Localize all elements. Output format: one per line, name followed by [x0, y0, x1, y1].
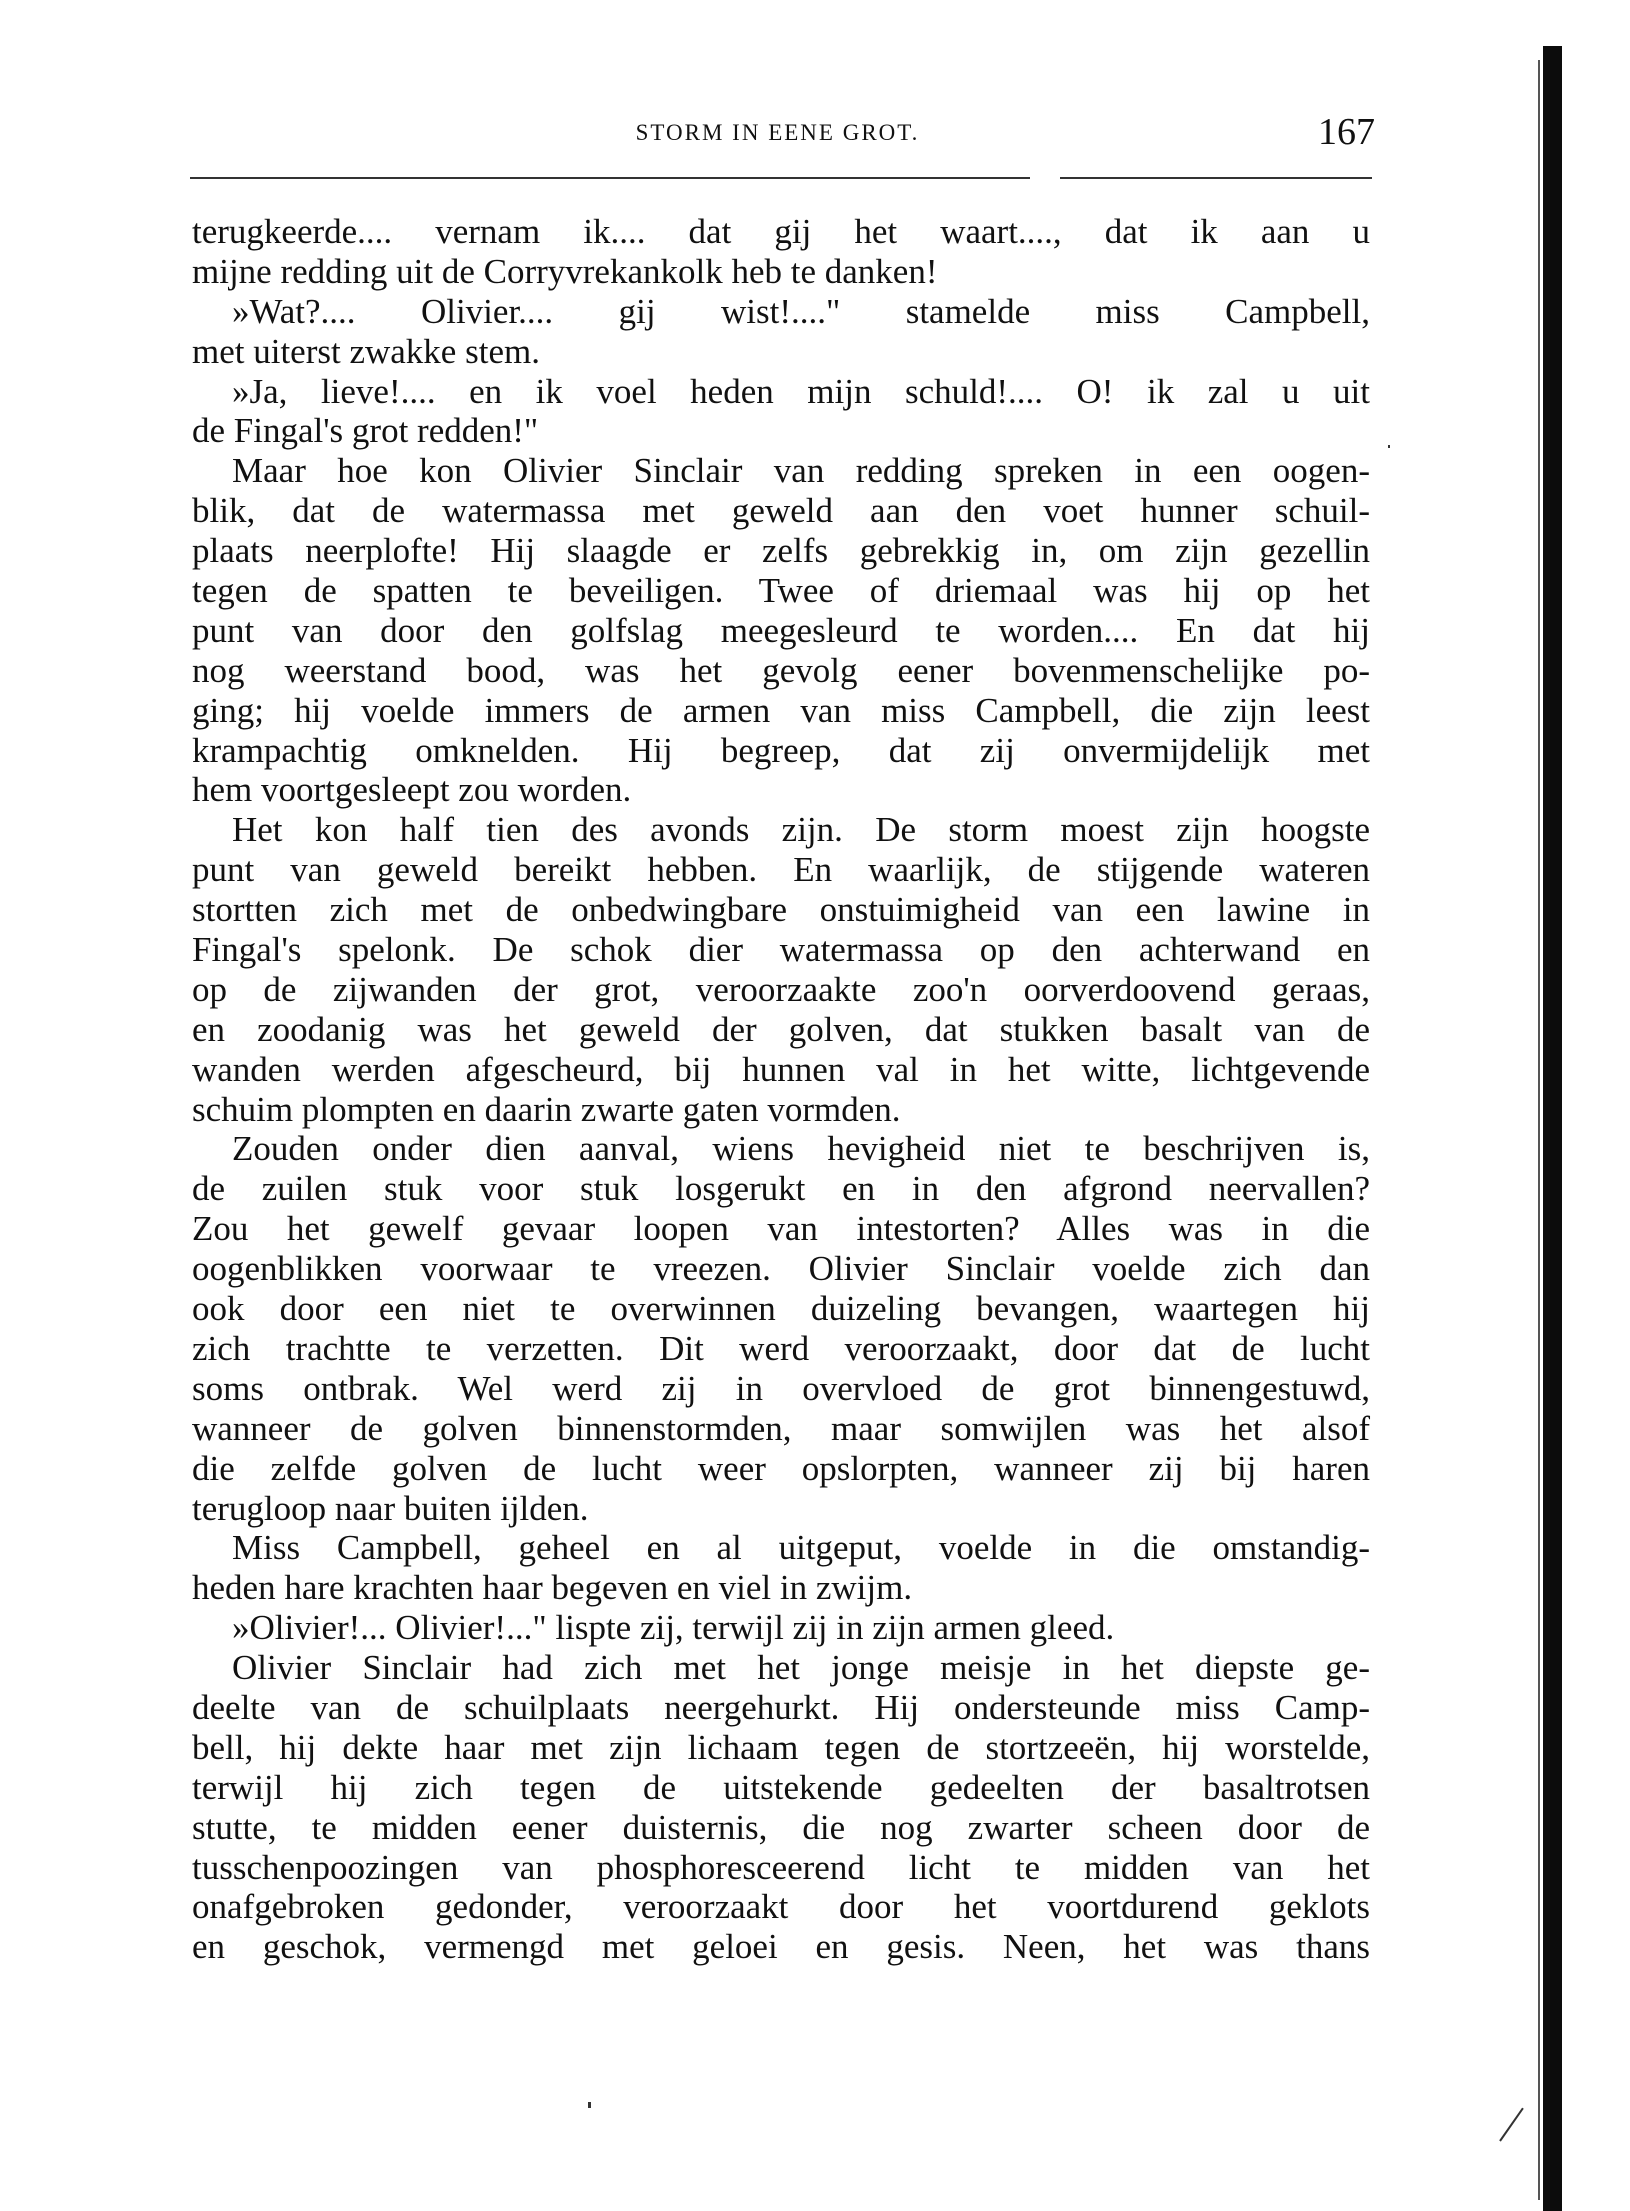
text-line: tusschenpoozingen van phosphoresceerend licht te midden van het: [192, 1847, 1370, 1887]
text-line: terwijl hij zich tegen de uitstekende gedeelten der basaltrotsen: [192, 1767, 1370, 1807]
scan-speck: [588, 2102, 591, 2108]
text-line: heden hare krachten haar begeven en viel in zwijm.: [192, 1568, 913, 1608]
scan-speck: [1388, 445, 1390, 448]
text-line: en geschok, vermengd met geloei en gesis. Neen, het was thans: [192, 1927, 1370, 1967]
text-line: ook door een niet te overwinnen duizeling bevangen, waartegen hij: [192, 1289, 1370, 1329]
text-line: Zou het gewelf gevaar loopen van intestorten? Alles was in die: [192, 1209, 1370, 1249]
text-line: Het kon half tien des avonds zijn. De storm moest zijn hoogste: [232, 810, 1370, 850]
text-line: »Olivier!... Olivier!..." lispte zij, terwijl zij in zijn armen gleed.: [232, 1608, 1115, 1648]
text-line: Olivier Sinclair had zich met het jonge meisje in het diepste ge-: [232, 1648, 1370, 1688]
text-line: terugloop naar buiten ijlden.: [192, 1488, 589, 1528]
text-line: blik, dat de watermassa met geweld aan den voet hunner schuil-: [192, 491, 1370, 531]
text-line: ging; hij voelde immers de armen van miss Campbell, die zijn leest: [192, 690, 1370, 730]
text-line: de Fingal's grot redden!": [192, 411, 539, 451]
binding-shadow-edge: [1538, 60, 1540, 2200]
text-line: met uiterst zwakke stem.: [192, 331, 540, 371]
text-line: en zoodanig was het geweld der golven, dat stukken basalt van de: [192, 1009, 1370, 1049]
text-line: mijne redding uit de Corryvrekankolk heb te danken!: [192, 251, 938, 291]
text-line: stortten zich met de onbedwingbare onstuimigheid van een lawine in: [192, 890, 1370, 930]
text-line: Maar hoe kon Olivier Sinclair van redding spreken in een oogen-: [232, 451, 1370, 491]
text-line: punt van geweld bereikt hebben. En waarlijk, de stijgende wateren: [192, 850, 1370, 890]
text-line: die zelfde golven de lucht weer opslorpten, wanneer zij bij haren: [192, 1448, 1370, 1488]
page-number: 167: [1318, 111, 1375, 153]
scan-scratch-mark: [1499, 2108, 1524, 2142]
text-line: hem voortgesleept zou worden.: [192, 770, 632, 810]
text-line: bell, hij dekte haar met zijn lichaam tegen de stortzeeën, hij worstelde,: [192, 1727, 1370, 1767]
text-line: terugkeerde.... vernam ik.... dat gij het waart...., dat ik aan u: [192, 212, 1370, 251]
text-line: de zuilen stuk voor stuk losgerukt en in den afgrond neervallen?: [192, 1169, 1370, 1209]
text-line: nog weerstand bood, was het gevolg eener bovenmenschelijke po-: [192, 650, 1370, 690]
text-line: Fingal's spelonk. De schok dier watermassa op den achterwand en: [192, 930, 1370, 970]
text-line: punt van door den golfslag meegesleurd te worden.... En dat hij: [192, 610, 1370, 650]
text-line: wanneer de golven binnenstormden, maar somwijlen was het alsof: [192, 1408, 1370, 1448]
text-line: stutte, te midden eener duisternis, die nog zwarter scheen door de: [192, 1807, 1370, 1847]
text-line: deelte van de schuilplaats neergehurkt. Hij ondersteunde miss Camp-: [192, 1687, 1370, 1727]
text-line: soms ontbrak. Wel werd zij in overvloed de grot binnengestuwd,: [192, 1368, 1370, 1408]
text-line: »Ja, lieve!.... en ik voel heden mijn schuld!.... O! ik zal u uit: [232, 371, 1370, 411]
text-line: tegen de spatten te beveiligen. Twee of driemaal was hij op het: [192, 571, 1370, 611]
text-line: wanden werden afgescheurd, bij hunnen val in het witte, lichtgevende: [192, 1049, 1370, 1089]
header-rule: [190, 177, 1372, 179]
running-header-title: STORM IN EENE GROT.: [635, 120, 920, 145]
text-line: onafgebroken gedonder, veroorzaakt door het voortdurend geklots: [192, 1887, 1370, 1927]
text-line: krampachtig omknelden. Hij begreep, dat zij onvermijdelijk met: [192, 730, 1370, 770]
text-line: Zouden onder dien aanval, wiens hevigheid niet te beschrijven is,: [232, 1129, 1370, 1169]
body-text: [192, 212, 1370, 1967]
text-line: Miss Campbell, geheel en al uitgeput, voelde in die omstandig-: [232, 1528, 1370, 1568]
text-line: oogenblikken voorwaar te vreezen. Olivier Sinclair voelde zich dan: [192, 1249, 1370, 1289]
text-line: plaats neerplofte! Hij slaagde er zelfs gebrekkig in, om zijn gezellin: [192, 531, 1370, 571]
text-line: schuim plompten en daarin zwarte gaten vormden.: [192, 1089, 901, 1129]
text-line: op de zijwanden der grot, veroorzaakte zoo'n oorverdoovend geraas,: [192, 969, 1370, 1009]
header-rule-gap: [1030, 177, 1060, 180]
binding-shadow-bar: [1543, 46, 1562, 2211]
text-line: »Wat?.... Olivier.... gij wist!...." stamelde miss Campbell,: [232, 291, 1370, 331]
text-line: zich trachtte te verzetten. Dit werd veroorzaakt, door dat de lucht: [192, 1328, 1370, 1368]
